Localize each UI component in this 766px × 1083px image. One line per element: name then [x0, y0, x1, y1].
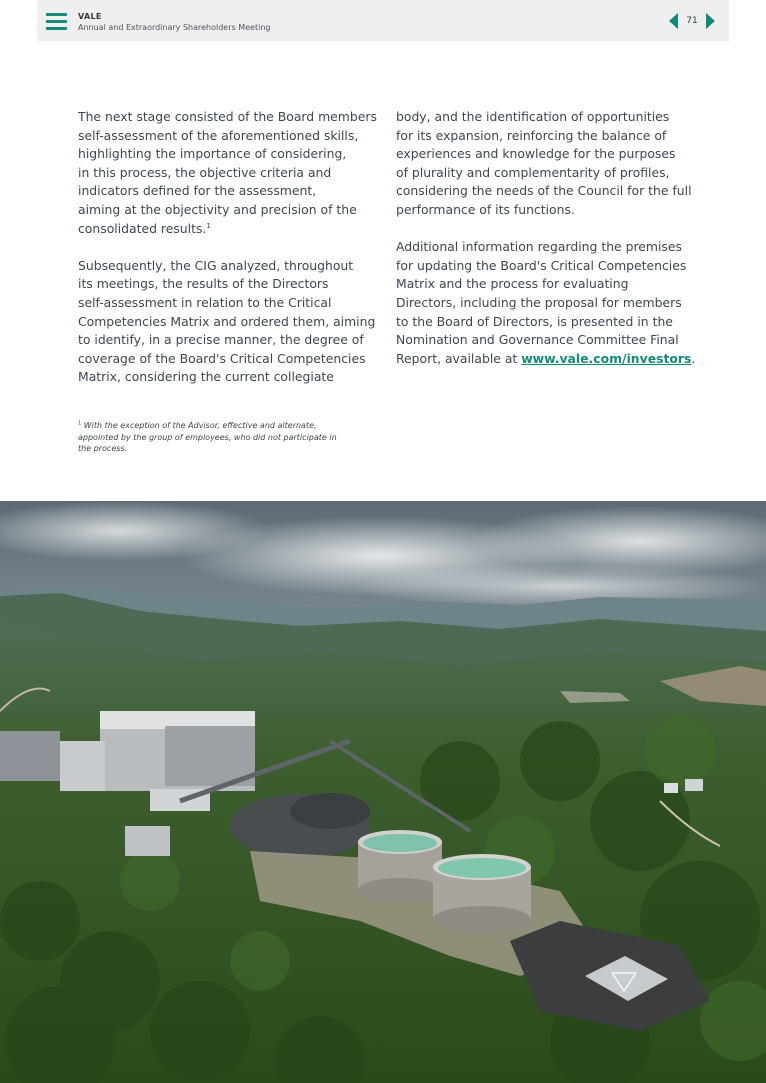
text-line: in this process, the objective criteria and — [78, 164, 332, 180]
text-fragment: . — [691, 350, 696, 366]
text-line: Matrix, considering the current collegiate — [78, 369, 334, 385]
text-fragment: consolidated results. — [78, 220, 207, 236]
footnote-line — [78, 420, 378, 432]
text-line: to the Board of Directors, is presented in the — [396, 313, 673, 329]
text-line: self-assessment of the aforementioned skills, — [78, 127, 359, 143]
text-line: Additional information regarding the premises — [396, 239, 682, 255]
text-line: Subsequently, the CIG analyzed, throughout — [78, 257, 354, 273]
brand-name: VALE — [78, 12, 102, 21]
right-text-column — [396, 108, 696, 387]
next-page-icon[interactable] — [706, 13, 715, 29]
text-line: self-assessment in relation to the Critical — [78, 294, 332, 310]
text-line: Competencies Matrix and ordered them, aiming — [78, 313, 376, 329]
text-line — [396, 350, 696, 369]
text-line: indicators defined for the assessment, — [78, 183, 317, 199]
text-line: aiming at the objectivity and precision of the — [78, 201, 357, 217]
footnote-marker: 1 — [78, 420, 82, 427]
text-line — [78, 220, 380, 239]
paragraph-self-assessment — [78, 108, 380, 238]
text-fragment: With the exception of the Advisor, effective and alternate, — [83, 421, 317, 430]
text-line: for updating the Board's Critical Competencies — [396, 257, 687, 273]
text-line: experiences and knowledge for the purposes — [396, 146, 676, 162]
text-line: its meetings, the results of the Directors — [78, 276, 329, 292]
text-line: body, and the identification of opportunities — [396, 109, 670, 124]
document-subtitle: Annual and Extraordinary Shareholders Meeting — [78, 23, 271, 32]
text-line: for its expansion, reinforcing the balance of — [396, 127, 667, 143]
text-line: The next stage consisted of the Board members — [78, 109, 377, 124]
text-line: highlighting the importance of considering, — [78, 146, 347, 162]
footnote-line: the process. — [78, 444, 128, 453]
footnote-line: appointed by the group of employees, who did not participate in — [78, 432, 337, 442]
text-line: performance of its functions. — [396, 201, 575, 217]
menu-icon[interactable] — [46, 13, 67, 30]
previous-page-icon[interactable] — [669, 13, 678, 29]
text-line: considering the needs of the Council for the full — [396, 183, 692, 199]
text-line: Matrix and the process for evaluating — [396, 276, 629, 292]
footnote — [78, 420, 378, 455]
page-header — [37, 0, 729, 41]
aerial-photo-industrial-plant — [0, 501, 766, 1083]
left-text-column — [78, 108, 380, 406]
text-fragment: Report, available at — [396, 350, 522, 366]
paragraph-collegiate-body — [396, 108, 696, 220]
paragraph-additional-information — [396, 238, 696, 368]
text-line: Directors, including the proposal for members — [396, 294, 682, 310]
text-line: of plurality and complementarity of profiles, — [396, 164, 670, 180]
paragraph-cig-analysis — [78, 257, 380, 387]
investors-link[interactable]: www.vale.com/investors — [521, 350, 692, 366]
text-line: coverage of the Board's Critical Competencies — [78, 350, 366, 366]
text-line: to identify, in a precise manner, the degree of — [78, 332, 364, 348]
page-number: 71 — [686, 16, 698, 26]
footnote-reference[interactable]: 1 — [206, 221, 211, 230]
text-line: Nomination and Governance Committee Final — [396, 332, 679, 348]
